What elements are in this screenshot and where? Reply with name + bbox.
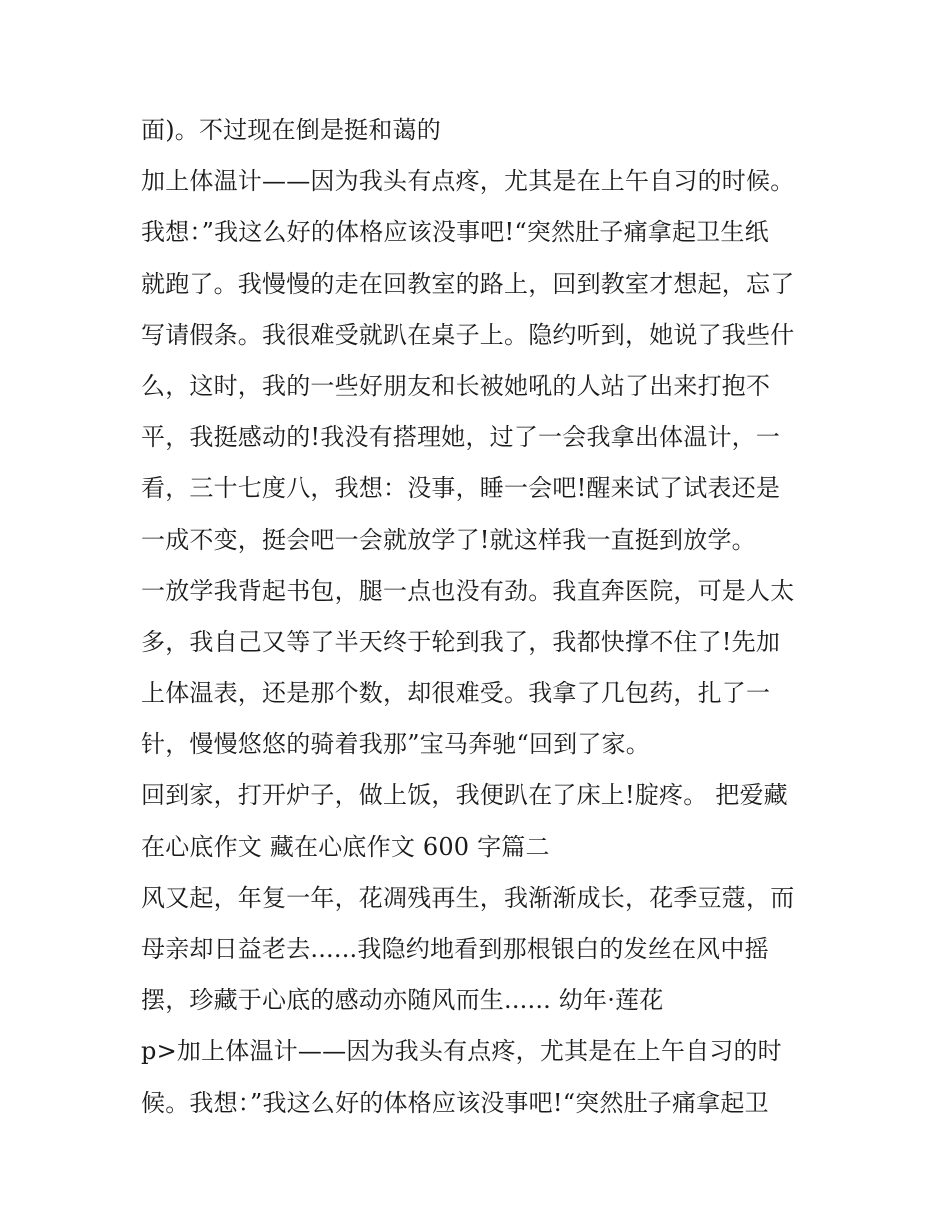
text-line: 写请假条。我很难受就趴在桌子上。隐约听到，她说了我些什	[141, 320, 795, 349]
text-line: 我想：”我这么好的体格应该没事吧!“突然肚子痛拿起卫生纸	[141, 218, 769, 247]
text-line: 就跑了。我慢慢的走在回教室的路上，回到教室才想起，忘了	[141, 269, 795, 298]
text-line: 风又起，年复一年，花凋残再生，我渐渐成长，花季豆蔻，而	[141, 883, 795, 912]
text-line: 一放学我背起书包，腿一点也没有劲。我直奔医院，可是人太	[141, 576, 795, 605]
text-line: 多，我自己又等了半天终于轮到我了，我都快撑不住了!先加	[141, 627, 781, 656]
text-line: 候。我想：”我这么好的体格应该没事吧!“突然肚子痛拿起卫	[141, 1088, 769, 1117]
text-line: 平，我挺感动的!我没有搭理她，过了一会我拿出体温计，一	[141, 423, 781, 452]
text-line: 母亲却日益老去......我隐约地看到那根银白的发丝在风中摇	[141, 935, 769, 963]
document-body	[141, 111, 831, 1135]
text-line: 在心底作文 藏在心底作文 600 字篇二	[141, 832, 550, 861]
text-line: p>加上体温计——因为我头有点疼，尤其是在上午自习的时	[141, 1037, 782, 1066]
text-line: 加上体温计——因为我头有点疼，尤其是在上午自习的时候。	[141, 167, 795, 196]
text-line: 上体温表，还是那个数，却很难受。我拿了几包药，扎了一	[141, 679, 771, 708]
text-line: 一成不变，挺会吧一会就放学了!就这样我一直挺到放学。	[141, 525, 756, 554]
text-line: 针，慢慢悠悠的骑着我那”宝马奔驰“回到了家。	[141, 730, 650, 759]
text-line: 面)。不过现在倒是挺和蔼的	[141, 116, 441, 144]
text-line: 么，这时，我的一些好朋友和长被她吼的人站了出来打抱不	[141, 371, 771, 400]
text-line: 摆，珍藏于心底的感动亦随风而生...... 幼年·莲花	[141, 986, 664, 1015]
text-line: 回到家，打开炉子，做上饭，我便趴在了床上!腚疼。 把爱藏	[141, 781, 788, 810]
text-line: 看，三十七度八，我想：没事，睡一会吧!醒来试了试表还是	[141, 474, 781, 503]
